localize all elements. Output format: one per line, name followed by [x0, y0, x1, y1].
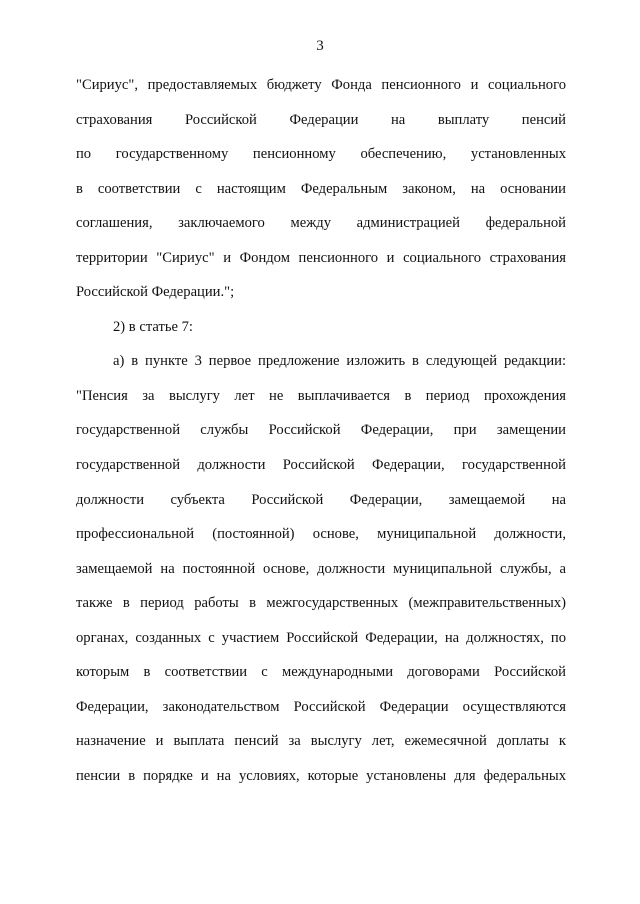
text-line: пенсии в порядке и на условиях, которые установлены для федеральных — [76, 767, 566, 784]
text-line: органах, созданных с участием Российской Федерации, на должностях, по — [76, 629, 566, 646]
text-line: территории "Сириус" и Фондом пенсионного и социального страхования — [76, 249, 566, 266]
text-line: государственной должности Российской Федерации, государственной — [76, 457, 566, 474]
text-line: которым в соответствии с международными договорами Российской — [76, 664, 566, 681]
text-line: назначение и выплата пенсий за выслугу лет, ежемесячной доплаты к — [76, 733, 566, 750]
text-line: Федерации, законодательством Российской Федерации осуществляются — [76, 698, 566, 715]
document-body — [76, 68, 566, 793]
text-line: 2) в статье 7: — [113, 318, 193, 335]
text-line: профессиональной (постоянной) основе, муниципальной должности, — [76, 526, 566, 543]
text-line: а) в пункте 3 первое предложение изложить в следующей редакции: — [113, 353, 566, 370]
text-line: в соответствии с настоящим Федеральным законом, на основании — [76, 180, 566, 197]
text-line: страхования Российской Федерации на выплату пенсий — [76, 111, 566, 128]
text-line: должности субъекта Российской Федерации, замещаемой на — [76, 491, 566, 508]
text-line: замещаемой на постоянной основе, должности муниципальной службы, а — [76, 560, 566, 577]
page-number: 3 — [316, 38, 324, 54]
text-line: "Сириус", предоставляемых бюджету Фонда пенсионного и социального — [76, 77, 566, 93]
text-line: "Пенсия за выслугу лет не выплачивается в период прохождения — [76, 387, 566, 404]
text-line: по государственному пенсионному обеспечению, установленных — [76, 146, 566, 163]
text-line: соглашения, заключаемого между администрацией федеральной — [76, 215, 566, 232]
text-line: государственной службы Российской Федерации, при замещении — [76, 422, 566, 439]
text-line: Российской Федерации."; — [76, 284, 235, 301]
text-line: также в период работы в межгосударственных (межправительственных) — [76, 595, 566, 612]
